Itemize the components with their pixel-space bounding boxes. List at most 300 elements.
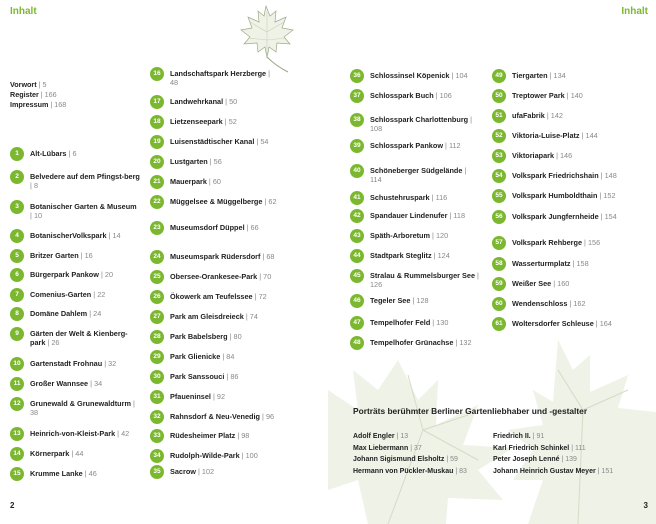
- entry-title: Treptower Park: [512, 91, 565, 100]
- entry-text: [370, 164, 480, 185]
- entry-separator: |: [567, 299, 574, 308]
- entry-title: Tempelhofer Feld: [370, 318, 431, 327]
- entry-separator: |: [443, 141, 449, 150]
- toc-entry[interactable]: [492, 169, 642, 183]
- entry-title: Woltersdorfer Schleuse: [512, 319, 594, 328]
- toc-entry[interactable]: [150, 390, 280, 404]
- toc-entry[interactable]: [10, 268, 140, 282]
- toc-entry[interactable]: [150, 410, 280, 424]
- toc-entry[interactable]: [350, 269, 480, 290]
- entry-page-number: 38: [30, 408, 39, 418]
- entry-number-badge: 27: [150, 310, 164, 324]
- toc-entry[interactable]: [10, 447, 140, 461]
- entry-text: [170, 67, 280, 88]
- toc-entry[interactable]: [492, 89, 642, 103]
- entry-number-badge: 21: [150, 175, 164, 189]
- toc-entry[interactable]: [10, 200, 140, 221]
- entry-number-badge: 7: [10, 288, 24, 302]
- entry-text: [170, 310, 258, 321]
- entry-text: [170, 270, 271, 281]
- entry-page-number: 96: [265, 412, 275, 421]
- portraits-list-left: [353, 431, 467, 477]
- entry-number-badge: 54: [492, 169, 506, 183]
- entry-page-number: 22: [97, 290, 106, 299]
- entry-title: Oberseе-Orankesee-Park: [170, 272, 258, 281]
- front-item[interactable]: Impressum | 168: [10, 100, 67, 109]
- entry-number-badge: 39: [350, 139, 364, 153]
- toc-entry[interactable]: [150, 250, 280, 264]
- entry-page-number: 50: [229, 97, 238, 106]
- entry-page-number: 104: [455, 71, 468, 80]
- toc-entry[interactable]: [492, 129, 642, 143]
- entry-text: [512, 277, 569, 288]
- entry-page-number: 134: [553, 71, 566, 80]
- entry-title: Rudolph-Wilde-Park: [170, 451, 240, 460]
- entry-number-badge: 9: [10, 327, 24, 341]
- entry-title: Viktoria-Luise-Platz: [512, 131, 580, 140]
- toc-entry[interactable]: [10, 327, 140, 348]
- entry-title: Rahnsdorf & Neu-Venedig: [170, 412, 261, 421]
- toc-entry[interactable]: [492, 69, 642, 83]
- entry-separator: |: [106, 231, 113, 240]
- entry-text: [170, 429, 249, 440]
- entry-text: [512, 69, 566, 80]
- entry-page-number: 140: [570, 91, 583, 100]
- toc-entry[interactable]: [350, 294, 480, 308]
- toc-entry[interactable]: [492, 297, 642, 311]
- entry-page-number: 42: [121, 429, 130, 438]
- entry-text: [170, 390, 225, 401]
- entry-title: Volkspark Humboldthain: [512, 191, 598, 200]
- toc-entry[interactable]: [10, 397, 140, 418]
- toc-entry[interactable]: [350, 249, 480, 263]
- entry-page-number: 132: [459, 338, 472, 347]
- entry-text: [30, 357, 116, 368]
- entry-number-badge: 37: [350, 89, 364, 103]
- toc-entry[interactable]: [150, 67, 280, 88]
- left-header-title: Inhalt: [10, 6, 37, 17]
- toc-entry[interactable]: [150, 290, 280, 304]
- entry-text: [370, 316, 448, 327]
- toc-entry[interactable]: [150, 350, 280, 364]
- toc-entry[interactable]: [350, 113, 480, 134]
- entry-title: Bürgerpark Pankow: [30, 270, 99, 279]
- entry-separator: |: [266, 69, 271, 78]
- entry-number-badge: 43: [350, 229, 364, 243]
- toc-entry[interactable]: [492, 210, 642, 224]
- entry-page-number: 108: [370, 124, 383, 134]
- entry-title: BotanischerVolkspark: [30, 231, 107, 240]
- entry-separator: |: [260, 252, 267, 261]
- entry-number-badge: 46: [350, 294, 364, 308]
- entry-title: Schlosspark Buch: [370, 91, 434, 100]
- entry-page-number: 100: [245, 451, 258, 460]
- entry-number-badge: 30: [150, 370, 164, 384]
- page-number-left: 2: [10, 501, 15, 510]
- toc-entry[interactable]: [150, 115, 280, 129]
- entry-number-badge: 34: [150, 449, 164, 463]
- entry-number-badge: 15: [10, 467, 24, 481]
- entry-page-number: 128: [416, 296, 429, 305]
- entry-title: Schustehruspark: [370, 193, 430, 202]
- entry-separator: |: [262, 197, 269, 206]
- toc-entry[interactable]: [10, 427, 140, 441]
- entry-title: Ökowerk am Teufelssee: [170, 292, 253, 301]
- entry-title: Weißer See: [512, 279, 552, 288]
- entry-page-number: 46: [88, 469, 97, 478]
- entry-number-badge: 40: [350, 164, 364, 178]
- portrait-item[interactable]: Johann Sigismund Elsholtz | 59: [353, 456, 458, 463]
- entry-separator: |: [430, 231, 436, 240]
- entry-number-badge: 10: [10, 357, 24, 371]
- portraits-list-right: [493, 431, 613, 477]
- leaf-icon: [328, 330, 656, 524]
- entry-text: [30, 249, 93, 260]
- entry-page-number: 16: [84, 251, 93, 260]
- entry-title: Krumme Lanke: [30, 469, 83, 478]
- entry-title: Späth-Arboretum: [370, 231, 430, 240]
- entry-title: Park Babelsberg: [170, 332, 228, 341]
- entry-title: Gärten der Welt & Kienberg-park: [30, 329, 128, 348]
- entry-title: Schlosspark Charlottenburg: [370, 115, 469, 124]
- toc-entry[interactable]: [10, 288, 140, 302]
- entry-text: [512, 149, 572, 160]
- entry-title: Pfaueninsel: [170, 392, 211, 401]
- entry-page-number: 156: [587, 238, 601, 247]
- entry-separator: |: [130, 399, 135, 408]
- entry-text: [370, 191, 447, 202]
- entry-title: Lietzenseepark: [170, 117, 223, 126]
- entry-number-badge: 18: [150, 115, 164, 129]
- toc-entry[interactable]: [492, 317, 642, 331]
- entry-title: ufaFabrik: [512, 111, 545, 120]
- entry-number-badge: 55: [492, 189, 506, 203]
- entry-title: Lustgarten: [170, 157, 208, 166]
- entry-number-badge: 33: [150, 429, 164, 443]
- entry-number-badge: 53: [492, 149, 506, 163]
- entry-separator: |: [222, 117, 229, 126]
- entry-page-number: 102: [201, 467, 215, 476]
- entry-number-badge: 49: [492, 69, 506, 83]
- entry-title: Belvedere auf dem Pfingst-berg: [30, 172, 140, 181]
- entry-number-badge: 6: [10, 268, 24, 282]
- entry-separator: |: [551, 279, 558, 288]
- entry-separator: |: [252, 292, 259, 301]
- entry-text: [30, 327, 140, 348]
- entry-page-number: 68: [266, 252, 275, 261]
- entry-separator: |: [210, 392, 217, 401]
- portrait-item[interactable]: Peter Joseph Lenné | 139: [493, 456, 577, 463]
- entry-title: Gartenstadt Frohnau: [30, 359, 103, 368]
- entry-separator: |: [45, 338, 52, 348]
- entry-separator: |: [220, 352, 227, 361]
- entry-text: [170, 195, 277, 206]
- entry-page-number: 146: [560, 151, 573, 160]
- toc-entry[interactable]: [150, 330, 280, 344]
- entry-text: [512, 317, 612, 328]
- entry-number-badge: 25: [150, 270, 164, 284]
- entry-text: [30, 447, 83, 458]
- entry-number-badge: 2: [10, 170, 24, 184]
- portrait-item[interactable]: Max Liebermann | 37: [353, 444, 422, 452]
- entry-title: Schlossinsel Köpenick: [370, 71, 450, 80]
- entry-separator: |: [87, 309, 94, 318]
- entry-separator: |: [260, 412, 266, 421]
- portrait-item[interactable]: Johann Heinrich Gustav Meyer | 151: [493, 467, 614, 475]
- entry-separator: |: [195, 467, 202, 476]
- toc-entry[interactable]: [150, 270, 280, 284]
- entry-text: [512, 169, 617, 180]
- toc-entry[interactable]: [10, 467, 140, 481]
- entry-separator: |: [429, 193, 436, 202]
- entry-text: [170, 290, 267, 301]
- portrait-item[interactable]: Hermann von Pückler-Muskau | 83: [353, 467, 467, 475]
- toc-entry[interactable]: [492, 149, 642, 163]
- entry-number-badge: 59: [492, 277, 506, 291]
- entry-page-number: 8: [33, 181, 38, 191]
- entry-number-badge: 14: [10, 447, 24, 461]
- entry-page-number: 144: [585, 131, 598, 140]
- entry-text: [170, 221, 259, 232]
- entry-title: Park am Gleisdreieck: [170, 312, 244, 321]
- toc-entry[interactable]: [150, 310, 280, 324]
- entry-text: [30, 229, 121, 240]
- toc-entry[interactable]: [350, 336, 480, 350]
- entry-separator: |: [227, 332, 234, 341]
- entry-page-number: 70: [263, 272, 272, 281]
- toc-entry[interactable]: [150, 370, 280, 384]
- entry-page-number: 86: [230, 372, 239, 381]
- toc-entry[interactable]: [150, 465, 280, 479]
- entry-title: Schlosspark Pankow: [370, 141, 443, 150]
- portraits-title: Porträts berühmter Berliner Gartenliebhaber und -gestalter: [353, 406, 588, 416]
- entry-separator: |: [207, 157, 214, 166]
- entry-text: [30, 147, 77, 158]
- entry-title: Britzer Garten: [30, 251, 79, 260]
- entry-text: [30, 467, 97, 478]
- entry-text: [170, 250, 275, 261]
- entry-page-number: 48: [170, 78, 179, 88]
- toc-entry[interactable]: [350, 209, 480, 223]
- entry-page-number: 114: [370, 175, 382, 185]
- toc-entry[interactable]: [492, 257, 642, 271]
- entry-page-number: 54: [260, 137, 269, 146]
- toc-entry[interactable]: [350, 139, 480, 153]
- entry-number-badge: 12: [10, 397, 24, 411]
- portrait-item[interactable]: Karl Friedrich Schinkel | 111: [493, 444, 586, 452]
- entry-title: Tegeler See: [370, 296, 411, 305]
- entry-title: Stralau & Rummelsburger See: [370, 271, 476, 280]
- entry-page-number: 118: [453, 211, 466, 220]
- toc-entry[interactable]: [10, 377, 140, 391]
- entry-title: Stadtpark Steglitz: [370, 251, 432, 260]
- entry-text: [370, 336, 472, 347]
- toc-entry[interactable]: [10, 357, 140, 371]
- entry-number-badge: 48: [350, 336, 364, 350]
- entry-number-badge: 31: [150, 390, 164, 404]
- entry-separator: |: [547, 71, 554, 80]
- entry-separator: |: [102, 359, 109, 368]
- entry-separator: |: [88, 379, 95, 388]
- toc-entry[interactable]: [10, 170, 140, 191]
- portrait-item[interactable]: Adolf Engler | 13: [353, 433, 409, 440]
- entry-separator: |: [430, 318, 437, 327]
- entry-page-number: 148: [604, 171, 617, 180]
- entry-number-badge: 58: [492, 257, 506, 271]
- entry-title: Tiergarten: [512, 71, 548, 80]
- entry-number-badge: 51: [492, 109, 506, 123]
- entry-page-number: 32: [108, 359, 117, 368]
- entry-title: Müggelsee & Müggelberge: [170, 197, 263, 206]
- entry-page-number: 10: [33, 211, 43, 221]
- entry-text: [370, 89, 452, 100]
- entry-title: Museumspark Rüdersdorf: [170, 252, 261, 261]
- entry-separator: |: [433, 91, 440, 100]
- entry-number-badge: 61: [492, 317, 506, 331]
- entry-title: Volkspark Friedrichshain: [512, 171, 599, 180]
- toc-entry[interactable]: [150, 449, 280, 463]
- portrait-item[interactable]: Friedrich II. | 91: [493, 433, 545, 440]
- toc-entry[interactable]: [10, 307, 140, 321]
- entry-separator: |: [223, 97, 230, 106]
- entry-page-number: 92: [216, 392, 226, 401]
- entry-title: Heinrich-von-Kleist-Park: [30, 429, 116, 438]
- entry-title: Park Glienicke: [170, 352, 221, 361]
- entry-number-badge: 26: [150, 290, 164, 304]
- entry-title: Schöneberger Südgelände: [370, 166, 463, 175]
- entry-page-number: 162: [573, 299, 586, 308]
- entry-separator: |: [579, 131, 586, 140]
- entry-separator: |: [564, 91, 571, 100]
- entry-title: Mauerpark: [170, 177, 207, 186]
- entry-title: Viktoriapark: [512, 151, 555, 160]
- entry-text: [170, 465, 214, 476]
- entry-page-number: 126: [370, 280, 383, 290]
- toc-entry[interactable]: [492, 109, 642, 123]
- entry-number-badge: 35: [150, 465, 164, 479]
- entry-page-number: 56: [213, 157, 222, 166]
- entry-text: [512, 210, 617, 221]
- toc-entry[interactable]: [350, 69, 480, 83]
- entry-number-badge: 22: [150, 195, 164, 209]
- entry-separator: |: [91, 290, 98, 299]
- toc-entry[interactable]: [350, 229, 480, 243]
- entry-number-badge: 41: [350, 191, 364, 205]
- entry-title: Botanischer Garten & Museum: [30, 202, 137, 211]
- entry-number-badge: 5: [10, 249, 24, 263]
- entry-number-badge: 23: [150, 221, 164, 235]
- entry-page-number: 66: [250, 223, 259, 232]
- entry-number-badge: 24: [150, 250, 164, 264]
- toc-entry[interactable]: [350, 89, 480, 103]
- entry-number-badge: 16: [150, 67, 164, 81]
- toc-entry[interactable]: [150, 175, 280, 189]
- entry-number-badge: 11: [10, 377, 24, 391]
- entry-number-badge: 4: [10, 229, 24, 243]
- entry-text: [30, 427, 129, 438]
- entry-page-number: 24: [93, 309, 102, 318]
- entry-text: [170, 370, 238, 381]
- entry-number-badge: 45: [350, 269, 364, 283]
- entry-page-number: 130: [436, 318, 449, 327]
- entry-title: Volkspark Jungfernheide: [512, 212, 599, 221]
- entry-separator: |: [449, 71, 456, 80]
- entry-text: [30, 397, 140, 418]
- entry-page-number: 154: [604, 212, 617, 221]
- entry-page-number: 52: [228, 117, 237, 126]
- toc-entry[interactable]: [10, 229, 140, 243]
- entry-separator: |: [224, 372, 231, 381]
- toc-entry[interactable]: [150, 195, 280, 209]
- entry-separator: |: [544, 111, 551, 120]
- entry-text: [512, 297, 586, 308]
- right-page: [328, 0, 656, 524]
- entry-separator: |: [453, 338, 460, 347]
- entry-title: Domäne Dahlem: [30, 309, 88, 318]
- toc-entry[interactable]: [150, 95, 280, 109]
- entry-title: Sacrow: [170, 467, 196, 476]
- entry-separator: |: [597, 191, 604, 200]
- entry-separator: |: [66, 149, 73, 158]
- entry-page-number: 158: [576, 259, 589, 268]
- toc-entry[interactable]: [350, 164, 480, 185]
- entry-number-badge: 19: [150, 135, 164, 149]
- entry-title: Großer Wannsee: [30, 379, 89, 388]
- entry-text: [170, 115, 237, 126]
- entry-number-badge: 13: [10, 427, 24, 441]
- toc-entry[interactable]: [150, 155, 280, 169]
- entry-title: Rüdesheimer Platz: [170, 431, 236, 440]
- entry-separator: |: [468, 115, 473, 124]
- toc-entry[interactable]: [10, 147, 140, 161]
- entry-title: Landwehrkanal: [170, 97, 224, 106]
- entry-number-badge: 44: [350, 249, 364, 263]
- toc-entry[interactable]: [492, 189, 642, 203]
- front-matter-list: [10, 80, 66, 110]
- entry-separator: |: [244, 223, 251, 232]
- front-item[interactable]: Vorwort | 5: [10, 80, 47, 89]
- entry-page-number: 124: [437, 251, 450, 260]
- entry-title: Comenius-Garten: [30, 290, 92, 299]
- toc-entry[interactable]: [10, 249, 140, 263]
- toc-entry[interactable]: [350, 316, 480, 330]
- entry-number-badge: 60: [492, 297, 506, 311]
- entry-page-number: 74: [249, 312, 258, 321]
- toc-entry[interactable]: [150, 429, 280, 443]
- entry-page-number: 120: [435, 231, 449, 240]
- entry-separator: |: [30, 211, 34, 221]
- front-item[interactable]: Register | 166: [10, 90, 57, 99]
- entry-text: [30, 200, 140, 221]
- entry-title: Alt-Lübars: [30, 149, 67, 158]
- entry-title: Volkspark Rehberge: [512, 238, 583, 247]
- entry-separator: |: [593, 319, 600, 328]
- toc-entry[interactable]: [492, 236, 642, 250]
- entry-text: [170, 155, 222, 166]
- entry-number-badge: 20: [150, 155, 164, 169]
- entry-text: [512, 257, 589, 268]
- toc-entry[interactable]: [492, 277, 642, 291]
- toc-entry[interactable]: [150, 221, 280, 235]
- toc-entry[interactable]: [350, 191, 480, 205]
- toc-entry[interactable]: [150, 135, 280, 149]
- entry-page-number: 160: [557, 279, 570, 288]
- entry-page-number: 44: [75, 449, 84, 458]
- entry-separator: |: [554, 151, 560, 160]
- entry-number-badge: 50: [492, 89, 506, 103]
- entry-title: Museumsdorf Düppel: [170, 223, 245, 232]
- entry-separator: |: [410, 296, 417, 305]
